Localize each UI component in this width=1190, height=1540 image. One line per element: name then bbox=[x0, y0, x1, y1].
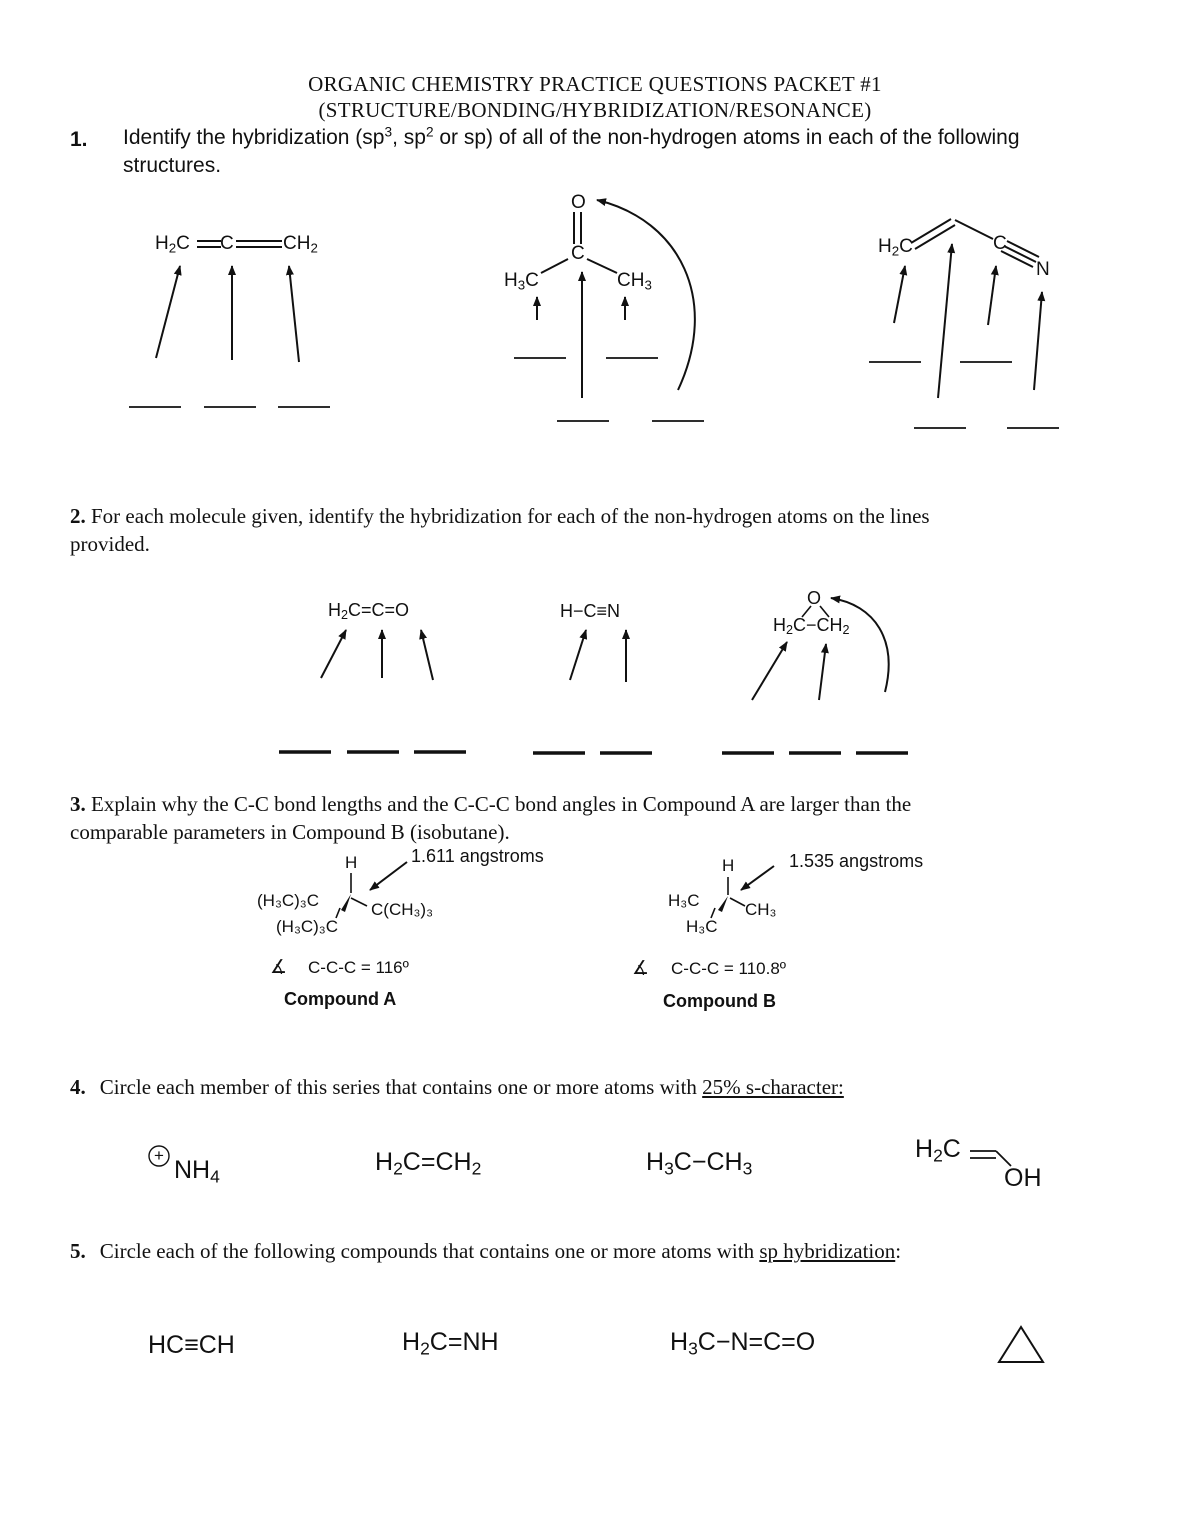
q5-cyclopropane bbox=[999, 1327, 1043, 1362]
compB-wedge bbox=[718, 896, 728, 912]
page-subtitle: (STRUCTURE/BONDING/HYBRIDIZATION/RESONANCE) bbox=[318, 98, 872, 122]
q1-mol3-h2c: $H_2C$ bbox=[878, 236, 913, 259]
q1-mol2-ch3: $CH_3$ bbox=[617, 270, 652, 293]
q2-prompt: 2. For each molecule given, identify the hybridization for each of the non-hydrogen atoms on the lines bbox=[70, 504, 930, 528]
q2-prompt-cont: provided. bbox=[70, 532, 150, 556]
q4-vinyl-bonds bbox=[970, 1151, 1011, 1166]
compB-bonds bbox=[711, 877, 745, 918]
compA-bond-length: 1.611 angstroms bbox=[411, 846, 544, 866]
q2-mol3-o: O bbox=[807, 588, 822, 608]
q1-mol2-h3c: $H_3C$ bbox=[504, 270, 539, 293]
q1-mol1-arrows bbox=[156, 266, 299, 362]
q1-mol2-c: C bbox=[571, 243, 585, 264]
compA-wedge bbox=[341, 894, 351, 912]
compB-left-top: H₃C bbox=[668, 891, 700, 910]
compB-angle: C-C-C = 110.8º bbox=[671, 959, 787, 978]
q2-mol2: H−C≡N bbox=[560, 601, 621, 621]
compA-angle-icon: ∡ bbox=[270, 957, 288, 978]
q1-mol3-bonds bbox=[911, 219, 1039, 267]
q1-mol1-c: C bbox=[220, 233, 234, 254]
q2-mol1: $H_2C=C=O$ bbox=[328, 600, 410, 623]
q5-prompt: 5. Circle each of the following compounds that contains one or more atoms with sp hybridization: bbox=[70, 1239, 902, 1263]
q1-prompt: Identify the hybridization ($sp^3$, $sp^2$ or sp) of all of the non-hydrogen atoms in each of the following bbox=[123, 124, 1020, 149]
compB-label: Compound B bbox=[663, 991, 776, 1011]
q5-isocyanate: $H_3C-N=C=O$ bbox=[670, 1328, 816, 1359]
compA-right: C(CH₃)₃ bbox=[371, 900, 433, 919]
q2-arrows bbox=[321, 598, 889, 700]
q4-ammonium: $NH_4$ bbox=[174, 1156, 220, 1187]
q4-prompt: 4. Circle each member of this series that contains one or more atoms with 25% s-character: bbox=[70, 1075, 844, 1099]
q4-vinyl-alcohol-h2c: $H_2C$ bbox=[915, 1135, 961, 1166]
q5-imine: $H_2C=NH$ bbox=[402, 1328, 499, 1359]
q4-vinyl-alcohol-oh: OH bbox=[1004, 1164, 1042, 1192]
q1-mol2-bonds bbox=[541, 212, 617, 273]
compA-h: H bbox=[345, 853, 358, 872]
compB-bond-length: 1.535 angstroms bbox=[789, 851, 924, 871]
q1-mol1-bonds bbox=[197, 241, 282, 247]
compB-h: H bbox=[722, 856, 735, 875]
compB-arrow bbox=[741, 866, 774, 890]
compB-right: CH₃ bbox=[745, 900, 777, 919]
q1-prompt-cont: structures. bbox=[123, 154, 222, 177]
q4-plus-charge: + bbox=[154, 1146, 164, 1165]
q1-mol2-answer-lines bbox=[514, 358, 704, 421]
q5-acetylene: HC≡CH bbox=[148, 1331, 235, 1359]
compA-bonds bbox=[336, 873, 367, 918]
q4-ethene: $H_2C=CH_2$ bbox=[375, 1148, 482, 1179]
q1-mol3-c: C bbox=[993, 233, 1007, 254]
compA-left-top: (H₃C)₃C bbox=[257, 891, 319, 910]
q1-mol3-arrows bbox=[894, 244, 1042, 398]
compB-left-bottom: H₃C bbox=[686, 917, 718, 936]
q2-epoxide-bonds bbox=[802, 606, 829, 617]
compA-angle: C-C-C = 116º bbox=[308, 958, 409, 977]
q1-number: 1. bbox=[70, 128, 88, 151]
compA-left-bottom: (H₃C)₃C bbox=[276, 917, 338, 936]
q1-mol1-ch2: $CH_2$ bbox=[283, 233, 318, 256]
q1-mol1-h2c: $H_2C$ bbox=[155, 233, 190, 256]
q1-mol3-n: N bbox=[1036, 259, 1050, 280]
compA-label: Compound A bbox=[284, 989, 397, 1009]
q3-prompt: 3. Explain why the C-C bond lengths and the C-C-C bond angles in Compound A are larger than the bbox=[70, 792, 912, 816]
compB-angle-icon: ∡ bbox=[632, 958, 650, 979]
q4-ethane: $H_3C-CH_3$ bbox=[646, 1148, 753, 1179]
q2-mol3-ring: $H_2C-CH_2$ bbox=[773, 615, 850, 638]
q1-mol2-o: O bbox=[571, 192, 586, 213]
q4-plus-charge-circle bbox=[149, 1146, 169, 1166]
q1-mol3-answer-lines bbox=[869, 362, 1059, 428]
compA-arrow bbox=[370, 862, 407, 890]
q1-mol2-arrows bbox=[537, 200, 695, 398]
page-title: ORGANIC CHEMISTRY PRACTICE QUESTIONS PACKET #1 bbox=[308, 72, 882, 96]
q2-answer-lines bbox=[279, 752, 908, 753]
q3-prompt-cont: comparable parameters in Compound B (isobutane). bbox=[70, 820, 510, 844]
